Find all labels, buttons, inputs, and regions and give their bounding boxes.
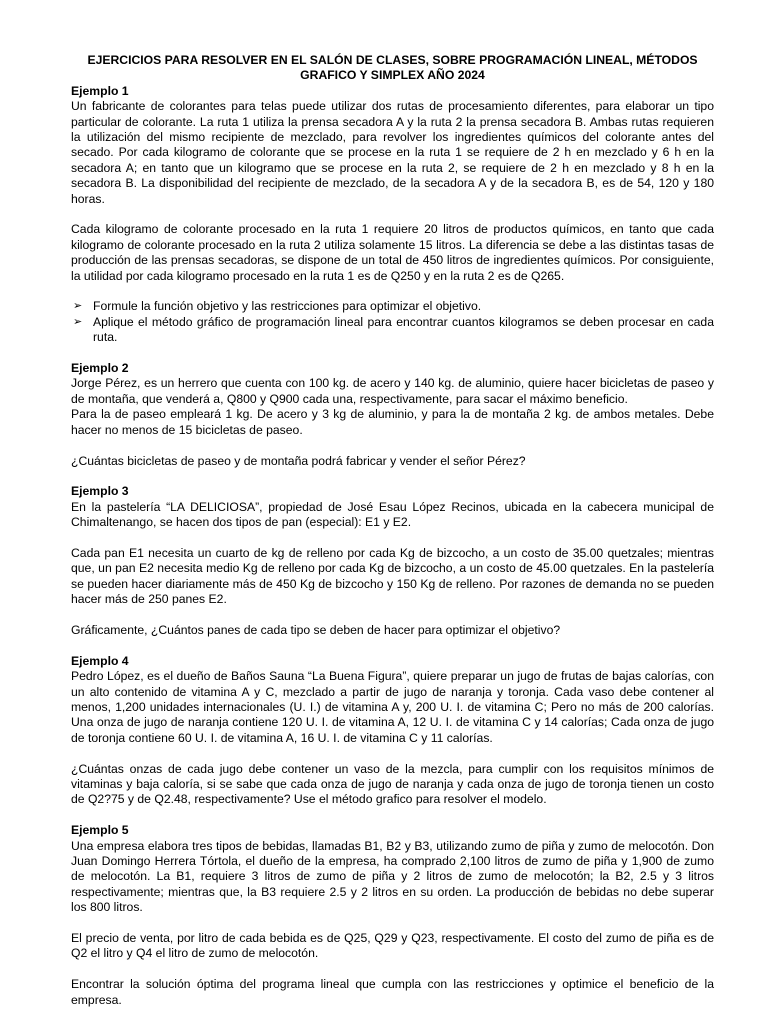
arrow-bullet-icon: ➢ [73,315,83,328]
list-item-text: Aplique el método gráfico de programación lineal para encontrar cuantos kilogramos se deben procesar en cada ruta. [93,314,714,345]
ejemplo-5-paragraph-1: Una empresa elabora tres tipos de bebidas, llamadas B1, B2 y B3, utilizando zumo de piña y zumo de melocotón. Don Juan Domingo Herrera Tórtola, el dueño de la empresa, ha comprado 2,100 litros de zumo de piña y 1,900 de zumo de melocotón. La B1, requiere 3 litros de zumo de piña y 2 litros de zumo de melocotón; la B2, 2.5 y 3 litros respectivamente; mientras que, la B3 requiere 2.5 y 2 litros en su orden. La producción de bebidas no debe superar los 800 litros. [71,838,714,915]
ejemplo-2-paragraph-1: Jorge Pérez, es un herrero que cuenta con 100 kg. de acero y 140 kg. de aluminio, quiere hacer bicicletas de paseo y de montaña, que venderá a, Q800 y Q900 cada una, respectivamente, para sacar el máximo beneficio. [71,376,714,406]
list-item [71,315,714,346]
ejemplo-3-question: Gráficamente, ¿Cuántos panes de cada tipo se deben de hacer para optimizar el objetivo? [71,622,561,637]
ejemplo-3-paragraph-1: En la pastelería “LA DELICIOSA”, propiedad de José Esau López Recinos, ubicada en la cabecera municipal de Chimaltenango, se hacen dos tipos de pan (especial): E1 y E2. [71,499,714,530]
ejemplo-2-paragraph-2: Para la de paseo empleará 1 kg. De acero y 3 kg de aluminio, y para la de montaña 2 kg. de ambos metales. Debe hacer no menos de 15 bicicletas de paseo. [71,407,714,437]
ejemplo-5-question: Encontrar la solución óptima del programa lineal que cumpla con las restricciones y optimice el beneficio de la empresa. [71,977,714,1007]
ejemplo-4-question: ¿Cuántas onzas de cada jugo debe contener un vaso de la mezcla, para cumplir con los requisitos mínimos de vitaminas y baja caloría, si se sabe que cada onza de jugo de naranja y cada onza de jugo de toronja tienen un costo de Q2?75 y de Q2.48, respectivamente? Use el método grafico para resolver el modelo. [71,761,714,807]
ejemplo-1-bullet-list [71,299,714,345]
ejemplo-1-paragraph-2: Cada kilogramo de colorante procesado en la ruta 1 requiere 20 litros de productos químicos, en tanto que cada kilogramo de colorante procesado en la ruta 2 utiliza solamente 15 litros. La diferencia se debe a las distintas tasas de producción de las prensas secadoras, se dispone de un total de 450 litros de ingredientes químicos. Por consiguiente, la utilidad por cada kilogramo procesado en la ruta 1 es de Q250 y en la ruta 2 es de Q265. [71,222,714,283]
ejemplo-3-paragraph-2: Cada pan E1 necesita un cuarto de kg de relleno por cada Kg de bizcocho, a un costo de 35.00 quetzales; mientras que, un pan E2 necesita medio Kg de relleno por cada Kg de bizcocho, a un costo de 45.00 quetzales. En la pastelería se pueden hacer diariamente más de 450 Kg de bizcocho y 150 Kg de relleno. Por razones de demanda no se pueden hacer más de 250 panes E2. [71,545,714,607]
ejemplo-2-heading: Ejemplo 2 [71,361,129,376]
ejemplo-3-heading: Ejemplo 3 [71,484,129,499]
ejemplo-5-paragraph-2: El precio de venta, por litro de cada bebida es de Q25, Q29 y Q23, respectivamente. El costo del zumo de piña es de Q2 el litro y Q4 el litro de zumo de melocotón. [71,930,714,961]
ejemplo-1-heading: Ejemplo 1 [71,83,129,98]
ejemplo-4-heading: Ejemplo 4 [71,653,129,668]
ejemplo-5-heading: Ejemplo 5 [71,823,129,838]
list-item-text: Formule la función objetivo y las restricciones para optimizar el objetivo. [93,299,482,314]
list-item [71,299,714,314]
document-title: EJERCICIOS PARA RESOLVER EN EL SALÓN DE CLASES, SOBRE PROGRAMACIÓN LINEAL, MÉTODOS GRAFICO Y SIMPLEX AÑO 2024 [87,53,698,83]
arrow-bullet-icon: ➢ [73,300,83,313]
ejemplo-1-paragraph-1: Un fabricante de colorantes para telas puede utilizar dos rutas de procesamiento diferentes, para elaborar un tipo particular de colorante. La ruta 1 utiliza la prensa secadora A y la ruta 2 la prensa secadora B. Ambas rutas requieren la utilización del mismo recipiente de mezclado, para revolver los ingredientes químicos del colorante antes del secado. Por cada kilogramo de colorante que se procese en la ruta 1 se requiere de 2 h en mezclado y 6 h en la secadora A; en tanto que un kilogramo que se procese en la ruta 2, se requiere de 2 h en mezclado y 8 h en la secadora B. La disponibilidad del recipiente de mezclado, de la secadora A y de la secadora B, es de 54, 120 y 180 horas. [71,99,714,206]
ejemplo-4-paragraph-1: Pedro López, es el dueño de Baños Sauna “La Buena Figura”, quiere preparar un jugo de frutas de bajas calorías, con un alto contenido de vitamina A y C, mezclado a partir de jugo de naranja y toronja. Cada vaso debe contener al menos, 1,200 unidades internacionales (U. I.) de vitamina A y, 200 U. I. de vitamina C; Pero no más de 200 calorías. Una onza de jugo de naranja contiene 120 U. I. de vitamina A, 12 U. I. de vitamina C y 14 calorías; Cada onza de jugo de toronja contiene 60 U. I. de vitamina A, 16 U. I. de vitamina C y 11 calorías. [71,669,714,745]
ejemplo-2-question: ¿Cuántas bicicletas de paseo y de montaña podrá fabricar y vender el señor Pérez? [71,453,526,468]
